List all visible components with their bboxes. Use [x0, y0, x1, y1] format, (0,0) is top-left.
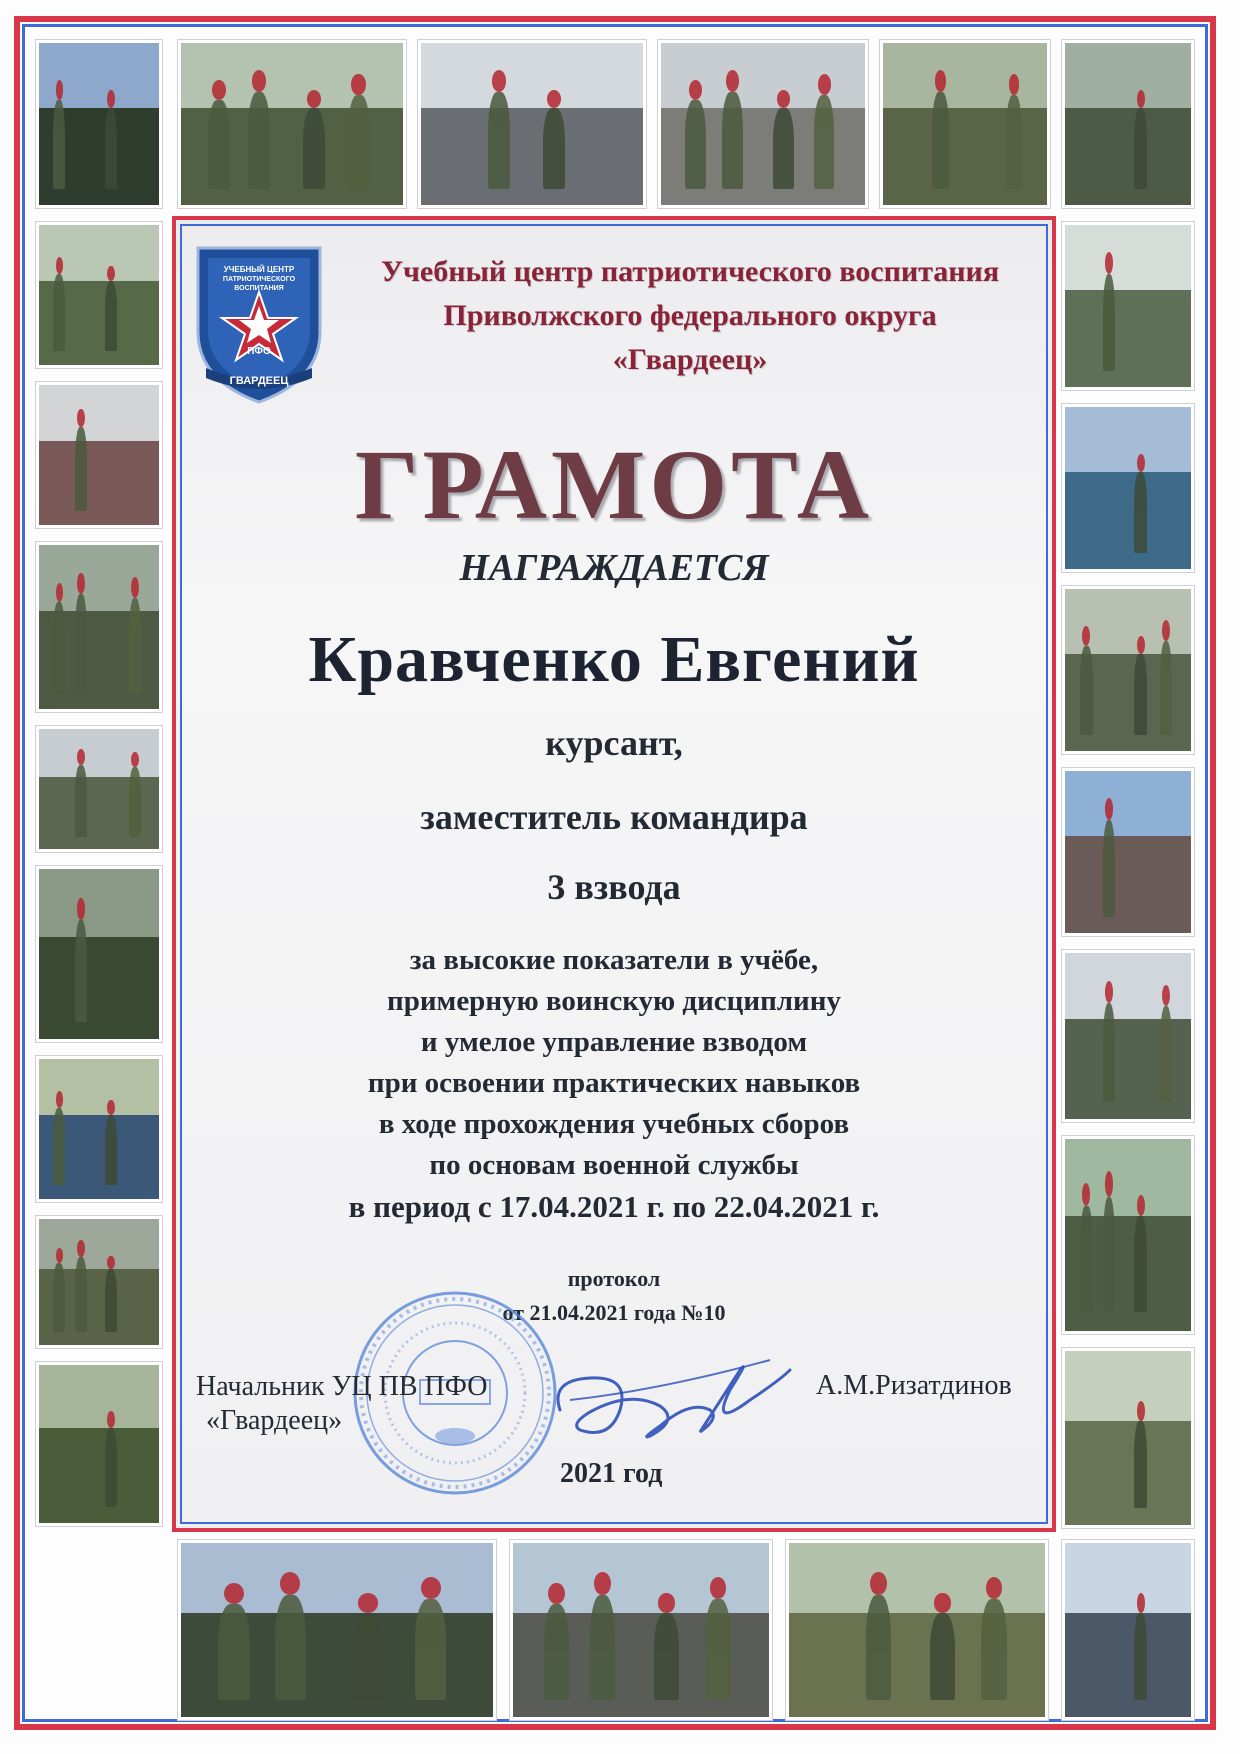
photo-right-7 [1062, 1348, 1194, 1528]
reason-line: при освоении практических навыков [367, 1067, 861, 1099]
organization-line-1: Учебный центр патриотического воспитания [380, 255, 1000, 288]
reason-line: по основам военной службы [429, 1149, 799, 1181]
awarded-label: НАГРАЖДАЕТСЯ [459, 547, 769, 589]
photo-forest-group [178, 40, 406, 208]
recipient-name: Кравченко Евгений [308, 623, 920, 696]
reason-line: и умелое управление взводом [420, 1026, 808, 1058]
organization-line-2: Приволжского федерального округа [443, 299, 937, 332]
photo-left-3 [36, 542, 162, 712]
photo-left-5 [36, 866, 162, 1042]
photo-left-1 [36, 222, 162, 368]
signatory-title-line-2: «Гвардеец» [206, 1405, 343, 1436]
photo-left-8 [36, 1362, 162, 1526]
star-shield-emblem-icon [188, 240, 330, 406]
reason-line: за высокие показатели в учёбе, [409, 944, 819, 976]
photo-right-6 [1062, 1136, 1194, 1334]
photo-right-5 [1062, 950, 1194, 1122]
photo-bottom-2 [510, 1540, 772, 1720]
photo-left-6 [36, 1056, 162, 1202]
emblem-text-2: ПАТРИОТИЧЕСКОГО [222, 276, 296, 283]
photo-ambulance [1062, 40, 1194, 208]
emblem-text-1: УЧЕБНЫЙ ЦЕНТР [223, 265, 295, 274]
issue-year: 2021 год [560, 1458, 663, 1489]
photo-left-4 [36, 726, 162, 852]
photo-right-1 [1062, 222, 1194, 390]
photo-right-2-jetski [1062, 404, 1194, 572]
emblem-bottom-text: ГВАРДЕЕЦ [229, 375, 289, 387]
recipient-rank: курсант, [545, 723, 683, 763]
photo-left-2 [36, 382, 162, 528]
reason-line: в период с 17.04.2021 г. по 22.04.2021 г. [348, 1189, 880, 1224]
signatory-title-line-1: Начальник УЦ ПВ ПФО [196, 1371, 488, 1402]
photo-forest-training [880, 40, 1050, 208]
certificate-title: ГРАМОТА [354, 429, 874, 540]
emblem-center-text: ПФО [247, 346, 271, 357]
signatory-title [196, 1370, 487, 1438]
award-reason [172, 940, 1056, 1227]
reason-line: примерную воинскую дисциплину [387, 985, 841, 1017]
photo-left-7 [36, 1216, 162, 1348]
photo-parade-ground [658, 40, 868, 208]
protocol-label: протокол [567, 1266, 661, 1291]
photo-classroom [418, 40, 646, 208]
photo-flag-cadets [36, 40, 162, 208]
organization-line-3: «Гвардеец» [612, 343, 768, 376]
recipient-unit: 3 взвода [547, 867, 681, 907]
protocol-detail: от 21.04.2021 года №10 [502, 1300, 726, 1325]
recipient-position: заместитель командира [420, 797, 808, 837]
signatory-name: А.М.Ризатдинов [816, 1370, 1012, 1401]
photo-bottom-1 [178, 1540, 496, 1720]
organization-name [340, 250, 1040, 382]
signature-icon [540, 1340, 800, 1460]
photo-right-4-track [1062, 768, 1194, 936]
photo-bottom-4 [1062, 1540, 1194, 1720]
photo-bottom-3 [786, 1540, 1048, 1720]
reason-line: в ходе прохождения учебных сборов [378, 1108, 850, 1140]
photo-right-3 [1062, 586, 1194, 754]
emblem-text-3: ВОСПИТАНИЯ [234, 285, 284, 292]
